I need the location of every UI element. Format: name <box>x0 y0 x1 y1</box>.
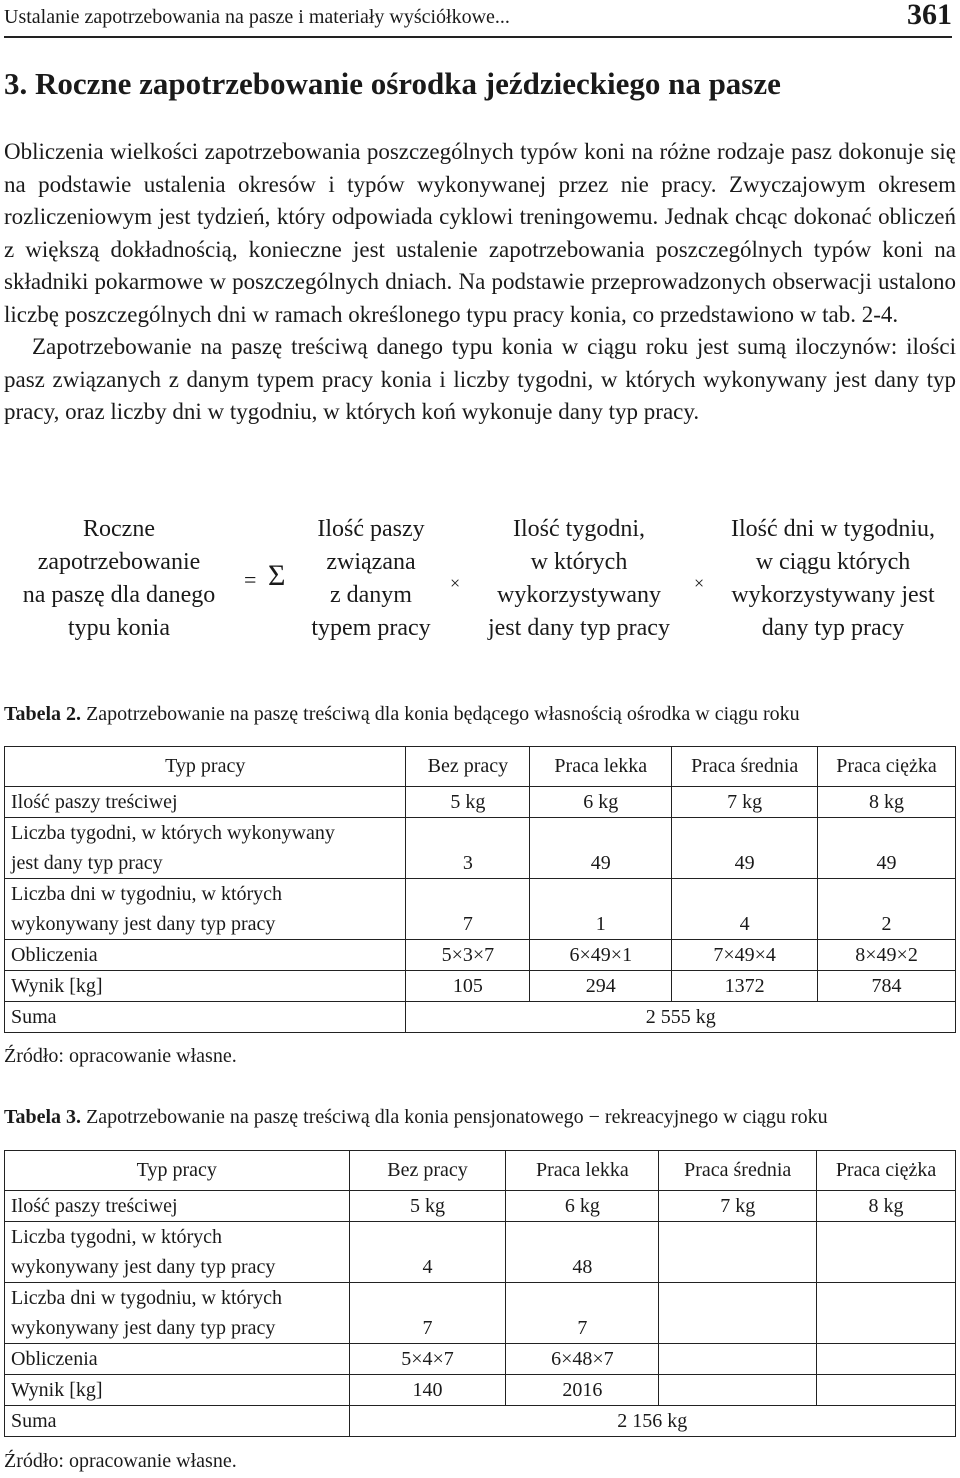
table-row <box>5 1344 956 1375</box>
header-cell: Praca ciężka <box>817 1151 956 1191</box>
table-cell: 7×49×4 <box>672 940 818 971</box>
row-label: Liczba dni w tygodniu, w których wykonywany jest dany typ pracy <box>5 879 406 940</box>
formula-lhs: Roczne zapotrzebowanie na paszę dla danego typu konia <box>22 516 216 641</box>
table-cell: 49 <box>818 818 956 879</box>
table-cell: 140 <box>349 1375 506 1406</box>
row-label: Wynik [kg] <box>5 1375 350 1406</box>
row-label: Liczba tygodni, w których wykonywany jest dany typ pracy <box>5 1222 350 1283</box>
table-cell: 3 <box>406 818 530 879</box>
table-cell <box>817 1375 956 1406</box>
header-cell: Praca lekka <box>530 747 672 787</box>
table-cell <box>659 1375 817 1406</box>
table-row <box>5 1191 956 1222</box>
header-cell: Praca ciężka <box>818 747 956 787</box>
table-cell: 6×49×1 <box>530 940 672 971</box>
formula-term-weeks: Ilość tygodni, w których wykorzystywany jest dany typ pracy <box>488 516 670 641</box>
sigma-symbol: Σ <box>268 559 286 592</box>
table-row <box>5 818 956 879</box>
table-cell: 5 kg <box>406 787 530 818</box>
table-cell <box>817 1222 956 1283</box>
table-cell: 5×4×7 <box>349 1344 506 1375</box>
table-2-source: Źródło: opracowanie własne. <box>4 1045 237 1067</box>
table-cell: 8 kg <box>818 787 956 818</box>
formula <box>0 513 960 663</box>
row-label: Wynik [kg] <box>5 971 406 1002</box>
row-label: Liczba dni w tygodniu, w których wykonywany jest dany typ pracy <box>5 1283 350 1344</box>
table-cell: 294 <box>530 971 672 1002</box>
table-cell <box>659 1222 817 1283</box>
table-cell: 2016 <box>506 1375 659 1406</box>
table-cell: 8 kg <box>817 1191 956 1222</box>
paragraph: Zapotrzebowanie na paszę treściwą danego typu konia w ciągu roku jest sumą iloczynów: ilości pasz związanych z danym typem pracy konia i liczby tygodni, w których wykonywany jest dany typ pracy, oraz liczby dni w tygodniu, w których koń wykonuje dany typ pracy. <box>4 334 956 424</box>
running-head <box>4 0 952 38</box>
row-label: Ilość paszy treściwej <box>5 1191 350 1222</box>
table-cell: 4 <box>672 879 818 940</box>
table-cell: 48 <box>506 1222 659 1283</box>
table-row <box>5 940 956 971</box>
multiply-sign: × <box>450 573 461 593</box>
row-label: Liczba tygodni, w których wykonywany jest dany typ pracy <box>5 818 406 879</box>
paragraph: Obliczenia wielkości zapotrzebowania poszczególnych typów koni na różne rodzaje pasz dokonuje się na podstawie ustalenia okresów i typów wykonywanej przez nie pracy. Zwyczajowym okresem rozliczeniowym jest tydzień, który odpowiada cyklowi treningowemu. Jednak chcąc dokonać obliczeń z większą dokładnością, konieczne jest ustalenie zapotrzebowania poszczególnych typów koni na składniki pokarmowe w poszczególnych dniach. Na podstawie przeprowadzonych obserwacji ustalono liczbę poszczególnych dni w ramach określonego typu pracy konia, co przedstawiono w tab. 2-4. <box>4 139 956 327</box>
row-label: Suma <box>5 1002 406 1033</box>
sum-value: 2 555 kg <box>406 1002 956 1033</box>
table-cell: 6×48×7 <box>506 1344 659 1375</box>
table-row <box>5 1283 956 1344</box>
table-3 <box>4 1150 956 1437</box>
row-label: Obliczenia <box>5 940 406 971</box>
table-cell: 1 <box>530 879 672 940</box>
body-text <box>4 136 956 429</box>
table-3-caption: Tabela 3. Zapotrzebowanie na paszę treściwą dla konia pensjonatowego − rekreacyjnego w ciągu roku <box>4 1106 828 1128</box>
table-row <box>5 1375 956 1406</box>
table-sum-row <box>5 1406 956 1437</box>
formula-term-feed: Ilość paszy związana z danym typem pracy <box>311 516 431 641</box>
table-cell: 6 kg <box>530 787 672 818</box>
section-title: 3. Roczne zapotrzebowanie ośrodka jeździeckiego na pasze <box>4 66 781 101</box>
header-cell: Bez pracy <box>406 747 530 787</box>
header-cell: Typ pracy <box>5 1151 350 1191</box>
table-cell: 1372 <box>672 971 818 1002</box>
table-cell: 6 kg <box>506 1191 659 1222</box>
row-label: Suma <box>5 1406 350 1437</box>
table-cell: 4 <box>349 1222 506 1283</box>
table-2-caption: Tabela 2. Zapotrzebowanie na paszę treściwą dla konia będącego własnością ośrodka w ciągu roku <box>4 703 800 725</box>
table-row <box>5 787 956 818</box>
header-cell: Praca średnia <box>659 1151 817 1191</box>
table-cell: 5×3×7 <box>406 940 530 971</box>
row-label: Obliczenia <box>5 1344 350 1375</box>
table-cell: 49 <box>672 818 818 879</box>
table-2 <box>4 746 956 1033</box>
table-sum-row <box>5 1002 956 1033</box>
table-cell: 49 <box>530 818 672 879</box>
table-cell <box>659 1283 817 1344</box>
table-row <box>5 1222 956 1283</box>
table-cell: 105 <box>406 971 530 1002</box>
running-head-title: Ustalanie zapotrzebowania na pasze i materiały wyściółkowe... <box>4 6 510 28</box>
header-cell: Praca średnia <box>672 747 818 787</box>
header-cell: Typ pracy <box>5 747 406 787</box>
header-cell: Praca lekka <box>506 1151 659 1191</box>
table-cell <box>817 1344 956 1375</box>
formula-term-days: Ilość dni w tygodniu, w ciągu których wykorzystywany jest dany typ pracy <box>731 516 935 641</box>
table-row <box>5 879 956 940</box>
table-cell: 5 kg <box>349 1191 506 1222</box>
table-cell: 2 <box>818 879 956 940</box>
equals-sign: = <box>244 567 257 592</box>
table-cell: 7 kg <box>659 1191 817 1222</box>
multiply-sign: × <box>694 573 705 593</box>
table-cell: 7 <box>349 1283 506 1344</box>
header-cell: Bez pracy <box>349 1151 506 1191</box>
table-cell: 7 <box>406 879 530 940</box>
page-number: 361 <box>907 0 952 31</box>
table-cell <box>659 1344 817 1375</box>
table-header-row <box>5 747 956 787</box>
table-3-source: Źródło: opracowanie własne. <box>4 1450 237 1472</box>
table-cell: 7 <box>506 1283 659 1344</box>
table-cell: 8×49×2 <box>818 940 956 971</box>
table-row <box>5 971 956 1002</box>
table-cell <box>817 1283 956 1344</box>
table-cell: 7 kg <box>672 787 818 818</box>
row-label: Ilość paszy treściwej <box>5 787 406 818</box>
table-header-row <box>5 1151 956 1191</box>
table-cell: 784 <box>818 971 956 1002</box>
sum-value: 2 156 kg <box>349 1406 955 1437</box>
